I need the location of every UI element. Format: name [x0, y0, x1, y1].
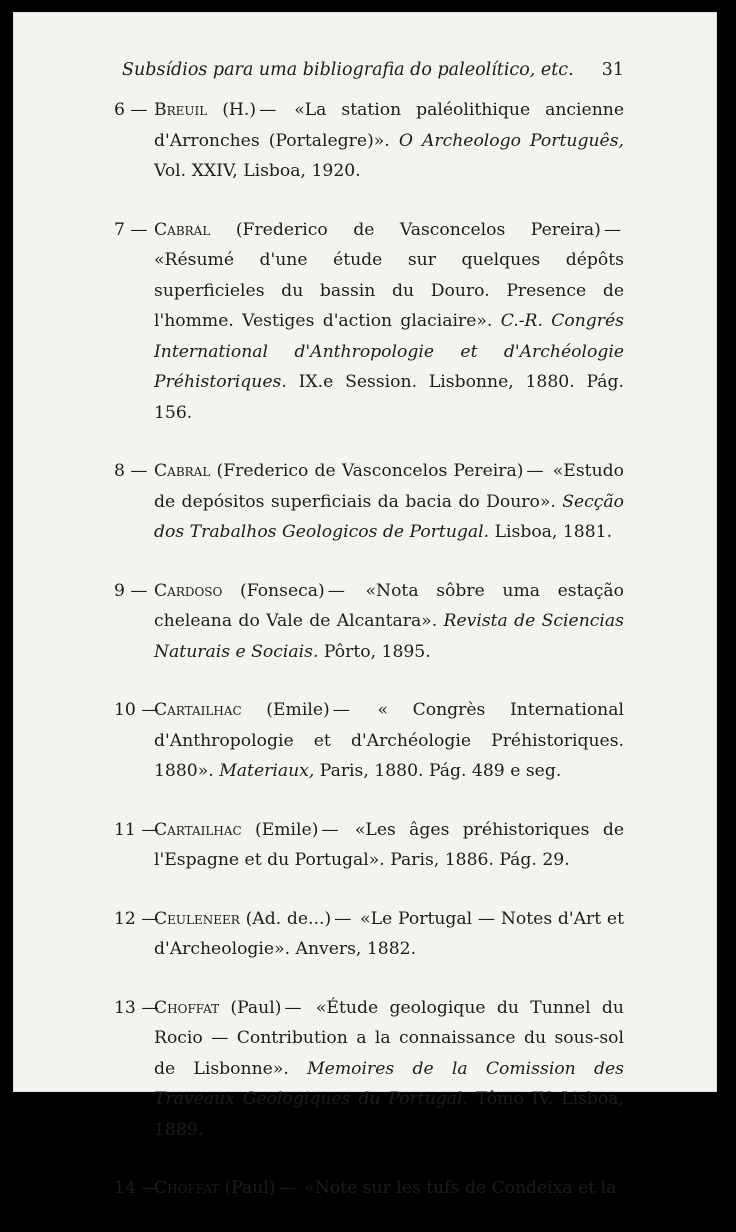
entry-author: Breuil: [154, 100, 208, 120]
entry-author: Cartailhac: [154, 819, 242, 840]
entry-number: 6 —: [114, 100, 148, 120]
running-header: [114, 55, 624, 89]
bibliography-entry: 14 — Choffat (Paul) — «Note sur les tufs de Condeixa et la: [114, 1173, 624, 1204]
page-number: 31: [601, 60, 624, 80]
entry-author-detail: (Fonseca): [240, 580, 325, 601]
entry-source: Secção dos Trabalhos Geologicos de Portugal.: [154, 491, 624, 542]
entry-title: «La station paléolithique ancienne d'Arronches (Portalegre)».: [154, 100, 625, 151]
entry-number: 14 —: [114, 1178, 159, 1198]
entry-imprint: Paris, 1880. Pág. 489 e seg.: [319, 761, 562, 781]
entry-imprint: Vol. XXIV, Lisboa, 1920.: [154, 161, 361, 181]
entry-title: «Le Portugal — Notes d'Art et d'Archeologie». Anvers, 1882.: [154, 908, 625, 959]
entry-author-detail: (Paul): [224, 1178, 276, 1198]
running-title: Subsídios para uma bibliografia do paleolítico, etc.: [122, 60, 574, 80]
entry-author: Cartailhac: [154, 700, 242, 720]
bibliography-list: [114, 95, 624, 1204]
entry-author: Choffat: [154, 997, 220, 1018]
entry-imprint: Pôrto, 1895.: [323, 641, 431, 662]
entry-author-detail: (Frederico de Vasconcelos Pereira): [235, 219, 601, 240]
entry-imprint: Lisboa, 1881.: [494, 522, 613, 542]
entry-number: 13 —: [114, 997, 159, 1018]
entry-author: Choffat: [154, 1178, 220, 1198]
bibliography-entry: 6 — Breuil (H.) — «La station paléolithique ancienne d'Arronches (Portalegre)». O Archeologo Português, Vol. XXIV, Lisboa, 1920.: [114, 95, 624, 187]
entry-title: «Les âges préhistoriques de l'Espagne et du Portugal». Paris, 1886. Pág. 29.: [154, 819, 624, 870]
entry-author-detail: (Paul): [230, 997, 282, 1018]
entry-author: Cabral: [154, 461, 211, 481]
entry-source: Revista de Sciencias Naturais e Sociais.: [154, 611, 624, 662]
entry-number: 10 —: [114, 700, 159, 720]
entry-imprint: Tômo IV. Lisboa, 1889.: [154, 1089, 624, 1140]
entry-source: C.-R. Congrés International d'Anthropologie et d'Archéologie Préhistoriques.: [154, 311, 624, 392]
bibliography-entry: 9 — Cardoso (Fonseca) — «Nota sôbre uma estação cheleana do Vale de Alcantara». Revista de Sciencias Naturais e Sociais. Pôrto, 1895.: [114, 576, 624, 668]
entry-author: Cabral: [154, 219, 211, 240]
entry-number: 7 —: [114, 219, 148, 240]
bibliography-entry: 12 — Ceuleneer (Ad. de...) — «Le Portugal — Notes d'Art et d'Archeologie». Anvers, 1882.: [114, 904, 624, 965]
entry-title: «Résumé d'une étude sur quelques dépôts superficieles du bassin du Douro. Presence de l'homme. Vestiges d'action glaciaire».: [154, 250, 624, 331]
entry-author-detail: (Frederico de Vasconcelos Pereira): [216, 461, 524, 481]
entry-number: 9 —: [114, 580, 148, 601]
entry-title: «Étude geologique du Tunnel du Rocio — Contribution a la connaissance du sous-sol de Lisbonne».: [154, 997, 624, 1079]
entry-source: Memoires de la Comission des Traveaux Geologiques du Portugal.: [154, 1058, 624, 1109]
bibliography-entry: 8 — Cabral (Frederico de Vasconcelos Pereira) — «Estudo de depósitos superficiais da bacia do Douro». Secção dos Trabalhos Geologicos de Portugal. Lisboa, 1881.: [114, 456, 624, 548]
entry-title: «Note sur les tufs de Condeixa et la: [304, 1178, 617, 1198]
entry-title: « Congrès International d'Anthropologie et d'Archéologie Préhistoriques. 1880».: [154, 700, 624, 781]
entry-number: 8 —: [114, 461, 148, 481]
bibliography-entry: 13 — Choffat (Paul) — «Étude geologique du Tunnel du Rocio — Contribution a la connaissance du sous-sol de Lisbonne». Memoires de la Comission des Traveaux Geologiques du Portugal. Tômo IV. Lisboa, 1889.: [114, 993, 624, 1146]
entry-source: O Archeologo Português,: [398, 130, 624, 151]
entry-number: 12 —: [114, 908, 159, 929]
page-content: [114, 55, 624, 1232]
bibliography-entry: 11 — Cartailhac (Emile) — «Les âges préhistoriques de l'Espagne et du Portugal». Paris, 1886. Pág. 29.: [114, 815, 624, 876]
entry-author-detail: (Emile): [266, 700, 330, 720]
entry-source: Materiaux,: [219, 761, 315, 781]
entry-imprint: IX.e Session. Lisbonne, 1880. Pág. 156.: [154, 372, 624, 423]
entry-author-detail: (Ad. de...): [245, 908, 332, 929]
entry-author-detail: (Emile): [255, 819, 319, 840]
entry-title: «Estudo de depósitos superficiais da bacia do Douro».: [154, 461, 625, 512]
bibliography-entry: 7 — Cabral (Frederico de Vasconcelos Pereira) — «Résumé d'une étude sur quelques dépôts superficieles du bassin du Douro. Presence de l'homme. Vestiges d'action glaciaire». C.-R. Congrés International d'Anthropologie et d'Archéologie Préhistoriques. IX.e Session. Lisbonne, 1880. Pág. 156.: [114, 215, 624, 429]
entry-title: «Nota sôbre uma estação cheleana do Vale de Alcantara».: [154, 580, 625, 631]
entry-number: 11 —: [114, 819, 159, 840]
entry-author-detail: (H.): [222, 100, 257, 120]
scanned-page: [14, 13, 716, 1198]
bibliography-entry: 10 — Cartailhac (Emile) — « Congrès International d'Anthropologie et d'Archéologie Préhistoriques. 1880». Materiaux, Paris, 1880. Pág. 489 e seg.: [114, 695, 624, 787]
entry-author: Cardoso: [154, 580, 223, 601]
entry-author: Ceuleneer: [154, 908, 240, 929]
